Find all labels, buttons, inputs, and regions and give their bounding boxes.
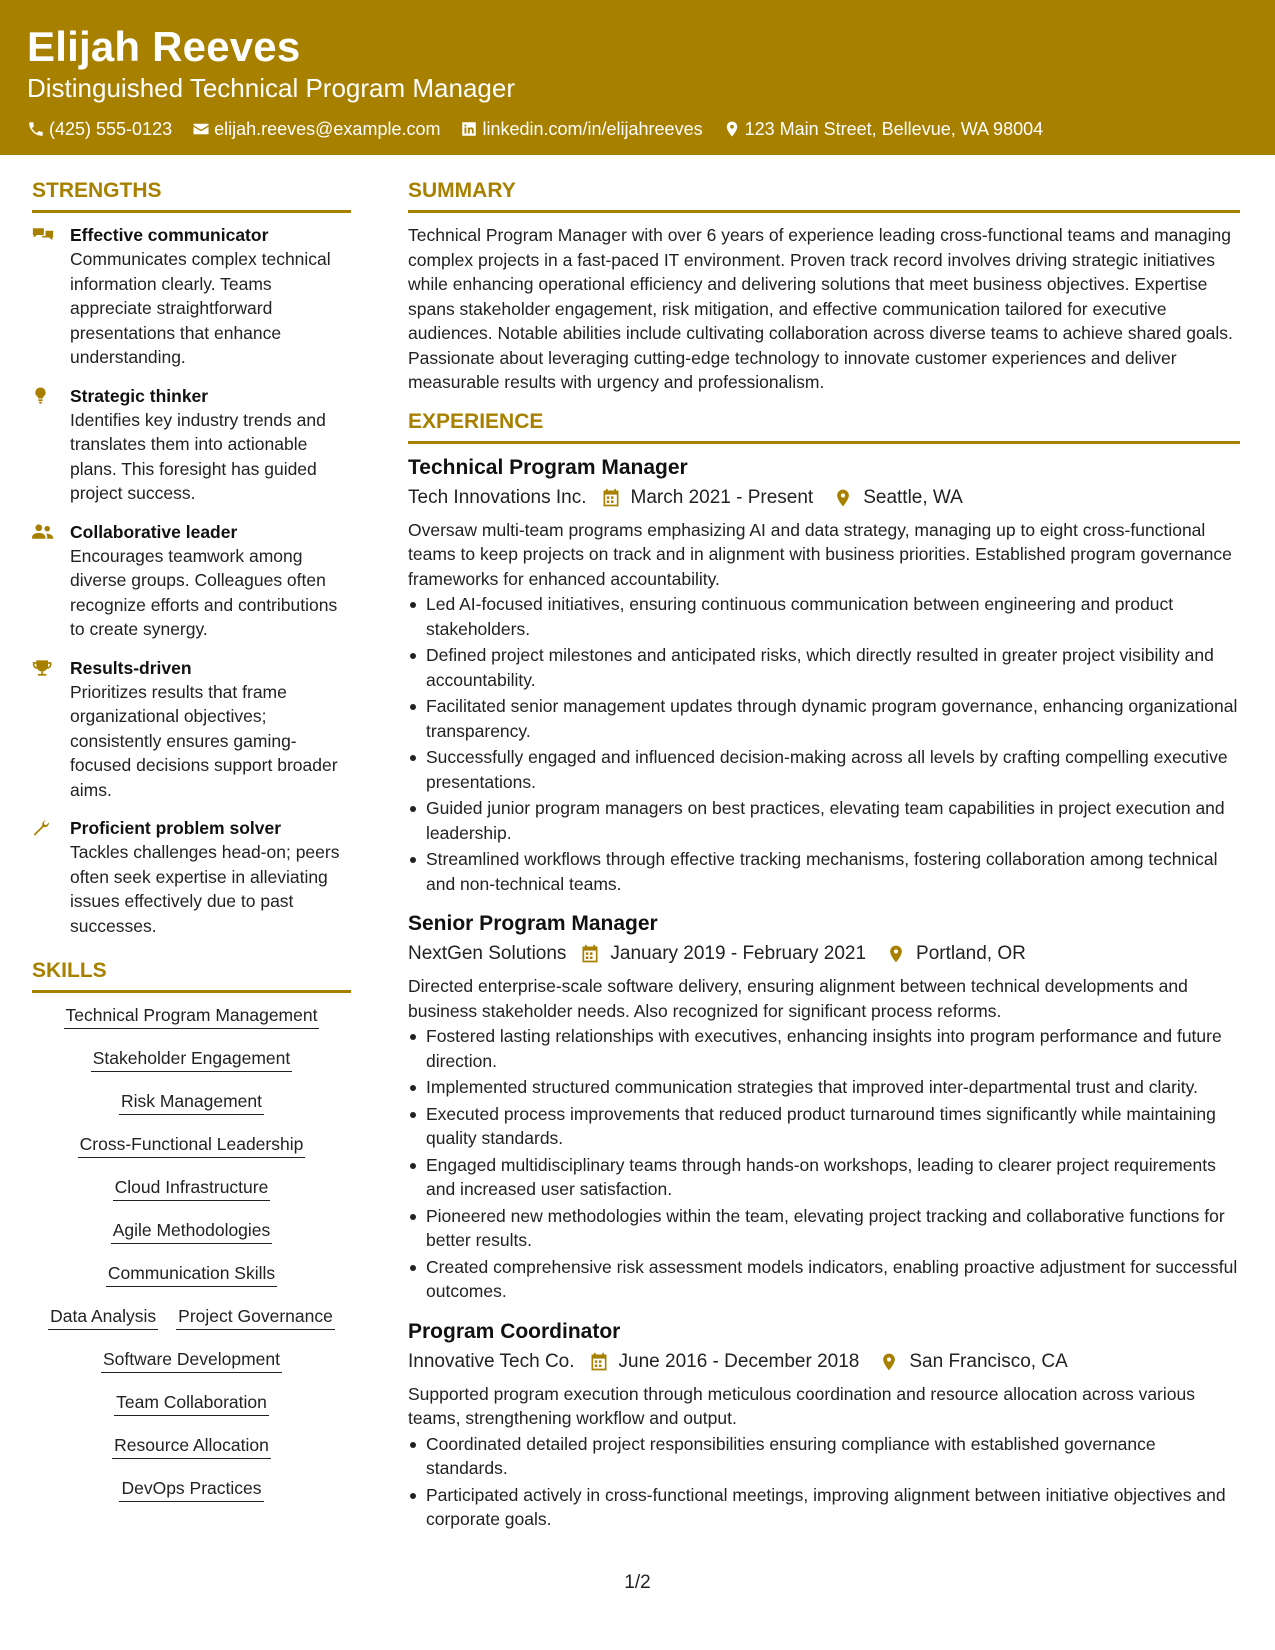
bullet-item: Executed process improvements that reduced product turnaround times significantly while maintaining quality standards. <box>408 1102 1240 1151</box>
skill-tag: Cloud Infrastructure <box>113 1175 271 1201</box>
bullet-item: Led AI-focused initiatives, ensuring continuous communication between engineering and product stakeholders. <box>408 592 1240 641</box>
wrench-icon <box>32 819 54 837</box>
job-bullets <box>408 592 1240 896</box>
phone-icon <box>27 120 45 138</box>
contact-address-text: 123 Main Street, Bellevue, WA 98004 <box>744 119 1044 139</box>
resume-header <box>0 0 1275 155</box>
skill-tag: Agile Methodologies <box>111 1218 273 1244</box>
users-icon <box>32 523 54 541</box>
job-meta <box>408 940 1240 968</box>
calendar-icon <box>589 1352 609 1372</box>
envelope-icon <box>192 120 210 138</box>
contact-phone[interactable] <box>27 118 172 140</box>
strength-item <box>32 384 351 506</box>
job-title: Senior Program Manager <box>408 912 658 935</box>
bullet-item: Guided junior program managers on best practices, elevating team capabilities in project execution and leadership. <box>408 796 1240 845</box>
contact-address <box>723 118 1044 140</box>
map-pin-icon <box>879 1352 899 1372</box>
job-description: Directed enterprise-scale software delivery, ensuring alignment between technical developments and business stakeholder needs. Also recognized for significant process reforms. <box>408 976 1188 1021</box>
bullet-item: Successfully engaged and influenced decision-making across all levels by crafting compelling executive presentations. <box>408 745 1240 794</box>
map-pin-icon <box>723 120 741 138</box>
bullet-item: Implemented structured communication strategies that improved inter-departmental trust and clarity. <box>408 1075 1240 1100</box>
candidate-title: Distinguished Technical Program Manager <box>27 73 515 103</box>
strength-title: Collaborative leader <box>70 521 238 542</box>
strengths-heading: STRENGTHS <box>32 178 351 213</box>
job-title: Technical Program Manager <box>408 455 688 479</box>
experience-entry <box>408 910 1240 1304</box>
map-pin-icon <box>833 488 853 508</box>
skill-tag: Project Governance <box>176 1304 335 1330</box>
summary-heading: SUMMARY <box>408 178 1240 213</box>
bullet-item: Pioneered new methodologies within the team, elevating project tracking and collaborative functions for better results. <box>408 1204 1240 1253</box>
lightbulb-icon <box>32 387 54 405</box>
contact-linkedin[interactable] <box>460 118 702 140</box>
contact-bar <box>27 118 1248 140</box>
map-pin-icon <box>886 944 906 964</box>
strength-item <box>32 223 351 370</box>
skill-tag: Data Analysis <box>48 1304 158 1330</box>
job-title: Program Coordinator <box>408 1319 621 1343</box>
page-number: 1/2 <box>624 1572 651 1593</box>
skill-tag: Risk Management <box>119 1089 264 1115</box>
left-column <box>32 178 351 1519</box>
summary-text: Technical Program Manager with over 6 years of experience leading cross-functional teams and managing complex projects in a fast-paced IT environment. Proven track record involves driving strategic initiatives while enhancing operational efficiency and delivering solutions that meet business objectives. Expertise spans stakeholder engagement, risk mitigation, and effective communication tailored for executive audiences. Notable abilities include cultivating collaboration across diverse teams to achieve shared goals. Passionate about leveraging cutting-edge technology to innovate customer experiences and deliver measurable results with urgency and professionalism. <box>408 225 1233 392</box>
skill-tag: Team Collaboration <box>114 1390 269 1416</box>
job-location: Seattle, WA <box>863 486 963 508</box>
job-dates: January 2019 - February 2021 <box>610 943 867 964</box>
calendar-icon <box>601 488 621 508</box>
experience-heading: EXPERIENCE <box>408 409 1240 444</box>
strength-desc: Prioritizes results that frame organizational objectives; consistently ensures gaming-focused decisions support broader aims. <box>70 681 338 800</box>
contact-email[interactable] <box>192 118 440 140</box>
bullet-item: Defined project milestones and anticipated risks, which directly resulted in greater project visibility and accountability. <box>408 643 1240 692</box>
contact-phone-text: (425) 555-0123 <box>49 119 173 139</box>
candidate-name: Elijah Reeves <box>27 23 301 70</box>
experience-entry <box>408 454 1240 897</box>
bullet-item: Facilitated senior management updates through dynamic program governance, enhancing organizational transparency. <box>408 694 1240 743</box>
bullet-item: Streamlined workflows through effective tracking mechanisms, fostering collaboration among technical and non-technical teams. <box>408 847 1240 896</box>
strength-item <box>32 656 351 803</box>
bullet-item: Coordinated detailed project responsibilities ensuring compliance with established governance standards. <box>408 1432 1240 1481</box>
company-name: NextGen Solutions <box>408 943 567 964</box>
skills-list <box>32 1003 351 1502</box>
experience-entry <box>408 1318 1240 1532</box>
skill-tag: Technical Program Management <box>64 1003 320 1029</box>
skill-tag: Stakeholder Engagement <box>91 1046 293 1072</box>
strength-item <box>32 816 351 938</box>
skill-tag: DevOps Practices <box>119 1476 263 1502</box>
right-column <box>408 178 1240 1546</box>
strength-title: Strategic thinker <box>70 385 209 406</box>
job-dates: March 2021 - Present <box>630 486 814 508</box>
strength-title: Results-driven <box>70 657 192 678</box>
contact-linkedin-text: linkedin.com/in/elijahreeves <box>482 119 703 139</box>
skill-tag: Resource Allocation <box>112 1433 271 1459</box>
company-name: Innovative Tech Co. <box>408 1350 575 1372</box>
bullet-item: Fostered lasting relationships with executives, enhancing insights into program performance and future direction. <box>408 1024 1240 1073</box>
bullet-item: Engaged multidisciplinary teams through hands-on workshops, leading to clearer project requirements and increased user satisfaction. <box>408 1153 1240 1202</box>
strength-title: Effective communicator <box>70 225 269 245</box>
job-meta <box>408 484 1240 512</box>
chat-bubbles-icon <box>32 226 54 244</box>
job-bullets <box>408 1024 1240 1304</box>
job-location: Portland, OR <box>916 943 1026 964</box>
strength-desc: Encourages teamwork among diverse groups. Colleagues often recognize efforts and contributions to create synergy. <box>70 545 338 639</box>
job-location: San Francisco, CA <box>909 1350 1068 1372</box>
skills-heading: SKILLS <box>32 958 351 993</box>
job-bullets <box>408 1432 1240 1532</box>
trophy-icon <box>32 659 54 677</box>
job-description: Supported program execution through meticulous coordination and resource allocation across various teams, strengthening workflow and output. <box>408 1383 1195 1428</box>
company-name: Tech Innovations Inc. <box>408 486 587 508</box>
skill-tag: Software Development <box>101 1347 282 1373</box>
strength-desc: Communicates complex technical information clearly. Teams appreciate straightforward presentations that enhance understanding. <box>70 249 331 367</box>
calendar-icon <box>580 944 600 964</box>
bullet-item: Participated actively in cross-functional meetings, improving alignment between initiative objectives and corporate goals. <box>408 1483 1240 1532</box>
contact-email-text: elijah.reeves@example.com <box>214 119 441 139</box>
job-description: Oversaw multi-team programs emphasizing AI and data strategy, managing up to eight cross-functional teams to keep projects on track and in alignment with business priorities. Established program governance frameworks for enhanced accountability. <box>408 519 1232 589</box>
strength-item <box>32 520 351 642</box>
job-dates: June 2016 - December 2018 <box>618 1350 860 1372</box>
strength-desc: Identifies key industry trends and translates them into actionable plans. This foresight has guided project success. <box>70 409 326 503</box>
skill-tag: Communication Skills <box>106 1261 277 1287</box>
linkedin-icon <box>460 120 478 138</box>
job-meta <box>408 1348 1240 1376</box>
bullet-item: Created comprehensive risk assessment models indicators, enabling proactive adjustment for successful outcomes. <box>408 1255 1240 1304</box>
strength-title: Proficient problem solver <box>70 818 282 838</box>
strength-desc: Tackles challenges head-on; peers often seek expertise in alleviating issues effectively due to past successes. <box>70 842 340 936</box>
skill-tag: Cross-Functional Leadership <box>78 1132 306 1158</box>
